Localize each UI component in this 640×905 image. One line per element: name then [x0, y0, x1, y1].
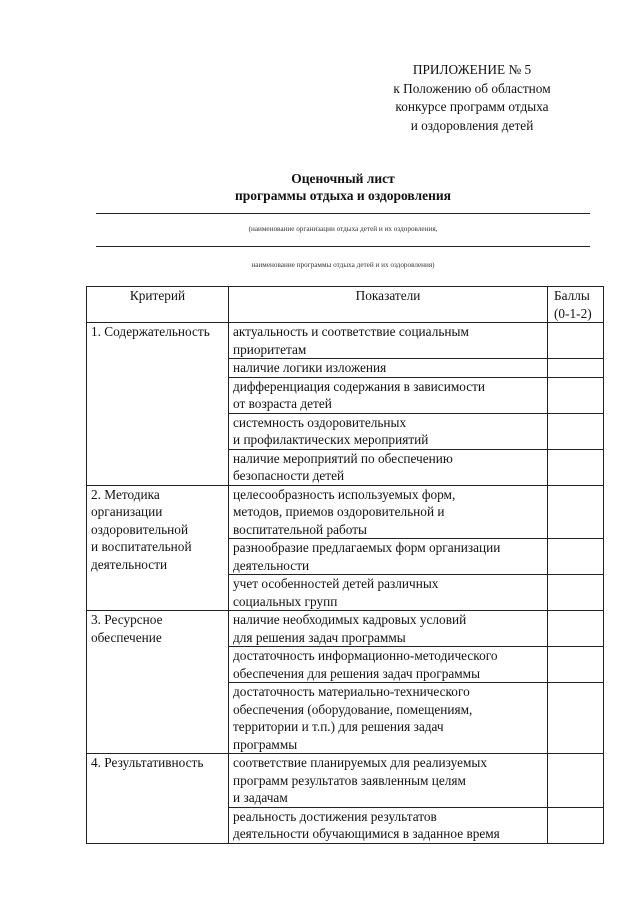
- indicator-cell: целесообразность используемых форм, методов, приемов оздоровительной и воспитательной работы: [229, 485, 548, 539]
- document-title: [96, 170, 590, 204]
- score-cell[interactable]: [548, 754, 604, 808]
- score-cell[interactable]: [548, 683, 604, 754]
- indicators-header: Показатели: [229, 287, 548, 323]
- appendix-number: ПРИЛОЖЕНИЕ № 5: [412, 62, 532, 77]
- criterion-cell: 3. Ресурсное обеспечение: [87, 611, 229, 754]
- evaluation-table: [86, 286, 604, 844]
- table-row: [87, 611, 604, 647]
- appendix-header: [372, 61, 572, 135]
- score-cell[interactable]: [548, 449, 604, 485]
- indicator-cell: разнообразие предлагаемых форм организации деятельности: [229, 539, 548, 575]
- score-cell[interactable]: [548, 413, 604, 449]
- score-cell[interactable]: [548, 647, 604, 683]
- score-cell[interactable]: [548, 539, 604, 575]
- score-cell[interactable]: [548, 323, 604, 359]
- appendix-ref-line: и оздоровления детей: [410, 117, 534, 133]
- criterion-header: Критерий: [87, 287, 229, 323]
- organization-name-line: [96, 213, 590, 214]
- indicator-cell: соответствие планируемых для реализуемых программ результатов заявленным целям и задачам: [229, 754, 548, 808]
- score-cell[interactable]: [548, 611, 604, 647]
- score-cell[interactable]: [548, 485, 604, 539]
- indicator-cell: учет особенностей детей различных социальных групп: [229, 575, 548, 611]
- indicator-cell: системность оздоровительных и профилактических мероприятий: [229, 413, 548, 449]
- program-name-hint: наименование программы отдыха детей и их оздоровления): [251, 261, 435, 269]
- indicator-cell: наличие логики изложения: [229, 359, 548, 378]
- table-row: [87, 754, 604, 808]
- table-header-row: [87, 287, 604, 323]
- table-row: [87, 323, 604, 359]
- score-header: Баллы (0-1-2): [548, 287, 604, 323]
- title-line: программы отдыха и оздоровления: [235, 188, 451, 203]
- score-cell[interactable]: [548, 575, 604, 611]
- criterion-cell: 1. Содержательность: [87, 323, 229, 486]
- score-cell[interactable]: [548, 807, 604, 843]
- appendix-ref-line: конкурсе программ отдыха: [395, 99, 549, 114]
- indicator-cell: наличие мероприятий по обеспечению безопасности детей: [229, 449, 548, 485]
- indicator-cell: дифференциация содержания в зависимости от возраста детей: [229, 377, 548, 413]
- indicator-cell: наличие необходимых кадровых условий для решения задач программы: [229, 611, 548, 647]
- score-cell[interactable]: [548, 377, 604, 413]
- indicator-cell: актуальность и соответствие социальным приоритетам: [229, 323, 548, 359]
- program-name-line: [96, 246, 590, 247]
- criterion-cell: 4. Результативность: [87, 754, 229, 844]
- appendix-ref-line: к Положению об областном: [393, 80, 551, 96]
- organization-name-hint: (наименование организации отдыха детей и их оздоровления,: [248, 225, 438, 233]
- score-cell[interactable]: [548, 359, 604, 378]
- indicator-cell: достаточность материально-технического обеспечения (оборудование, помещениям, территории и т.п.) для решения задач программы: [229, 683, 548, 754]
- indicator-cell: реальность достижения результатов деятельности обучающимися в заданное время: [229, 807, 548, 843]
- indicator-cell: достаточность информационно-методического обеспечения для решения задач программы: [229, 647, 548, 683]
- criterion-cell: 2. Методика организации оздоровительной и воспитательной деятельности: [87, 485, 229, 611]
- table-row: [87, 485, 604, 539]
- title-line: Оценочный лист: [291, 171, 395, 186]
